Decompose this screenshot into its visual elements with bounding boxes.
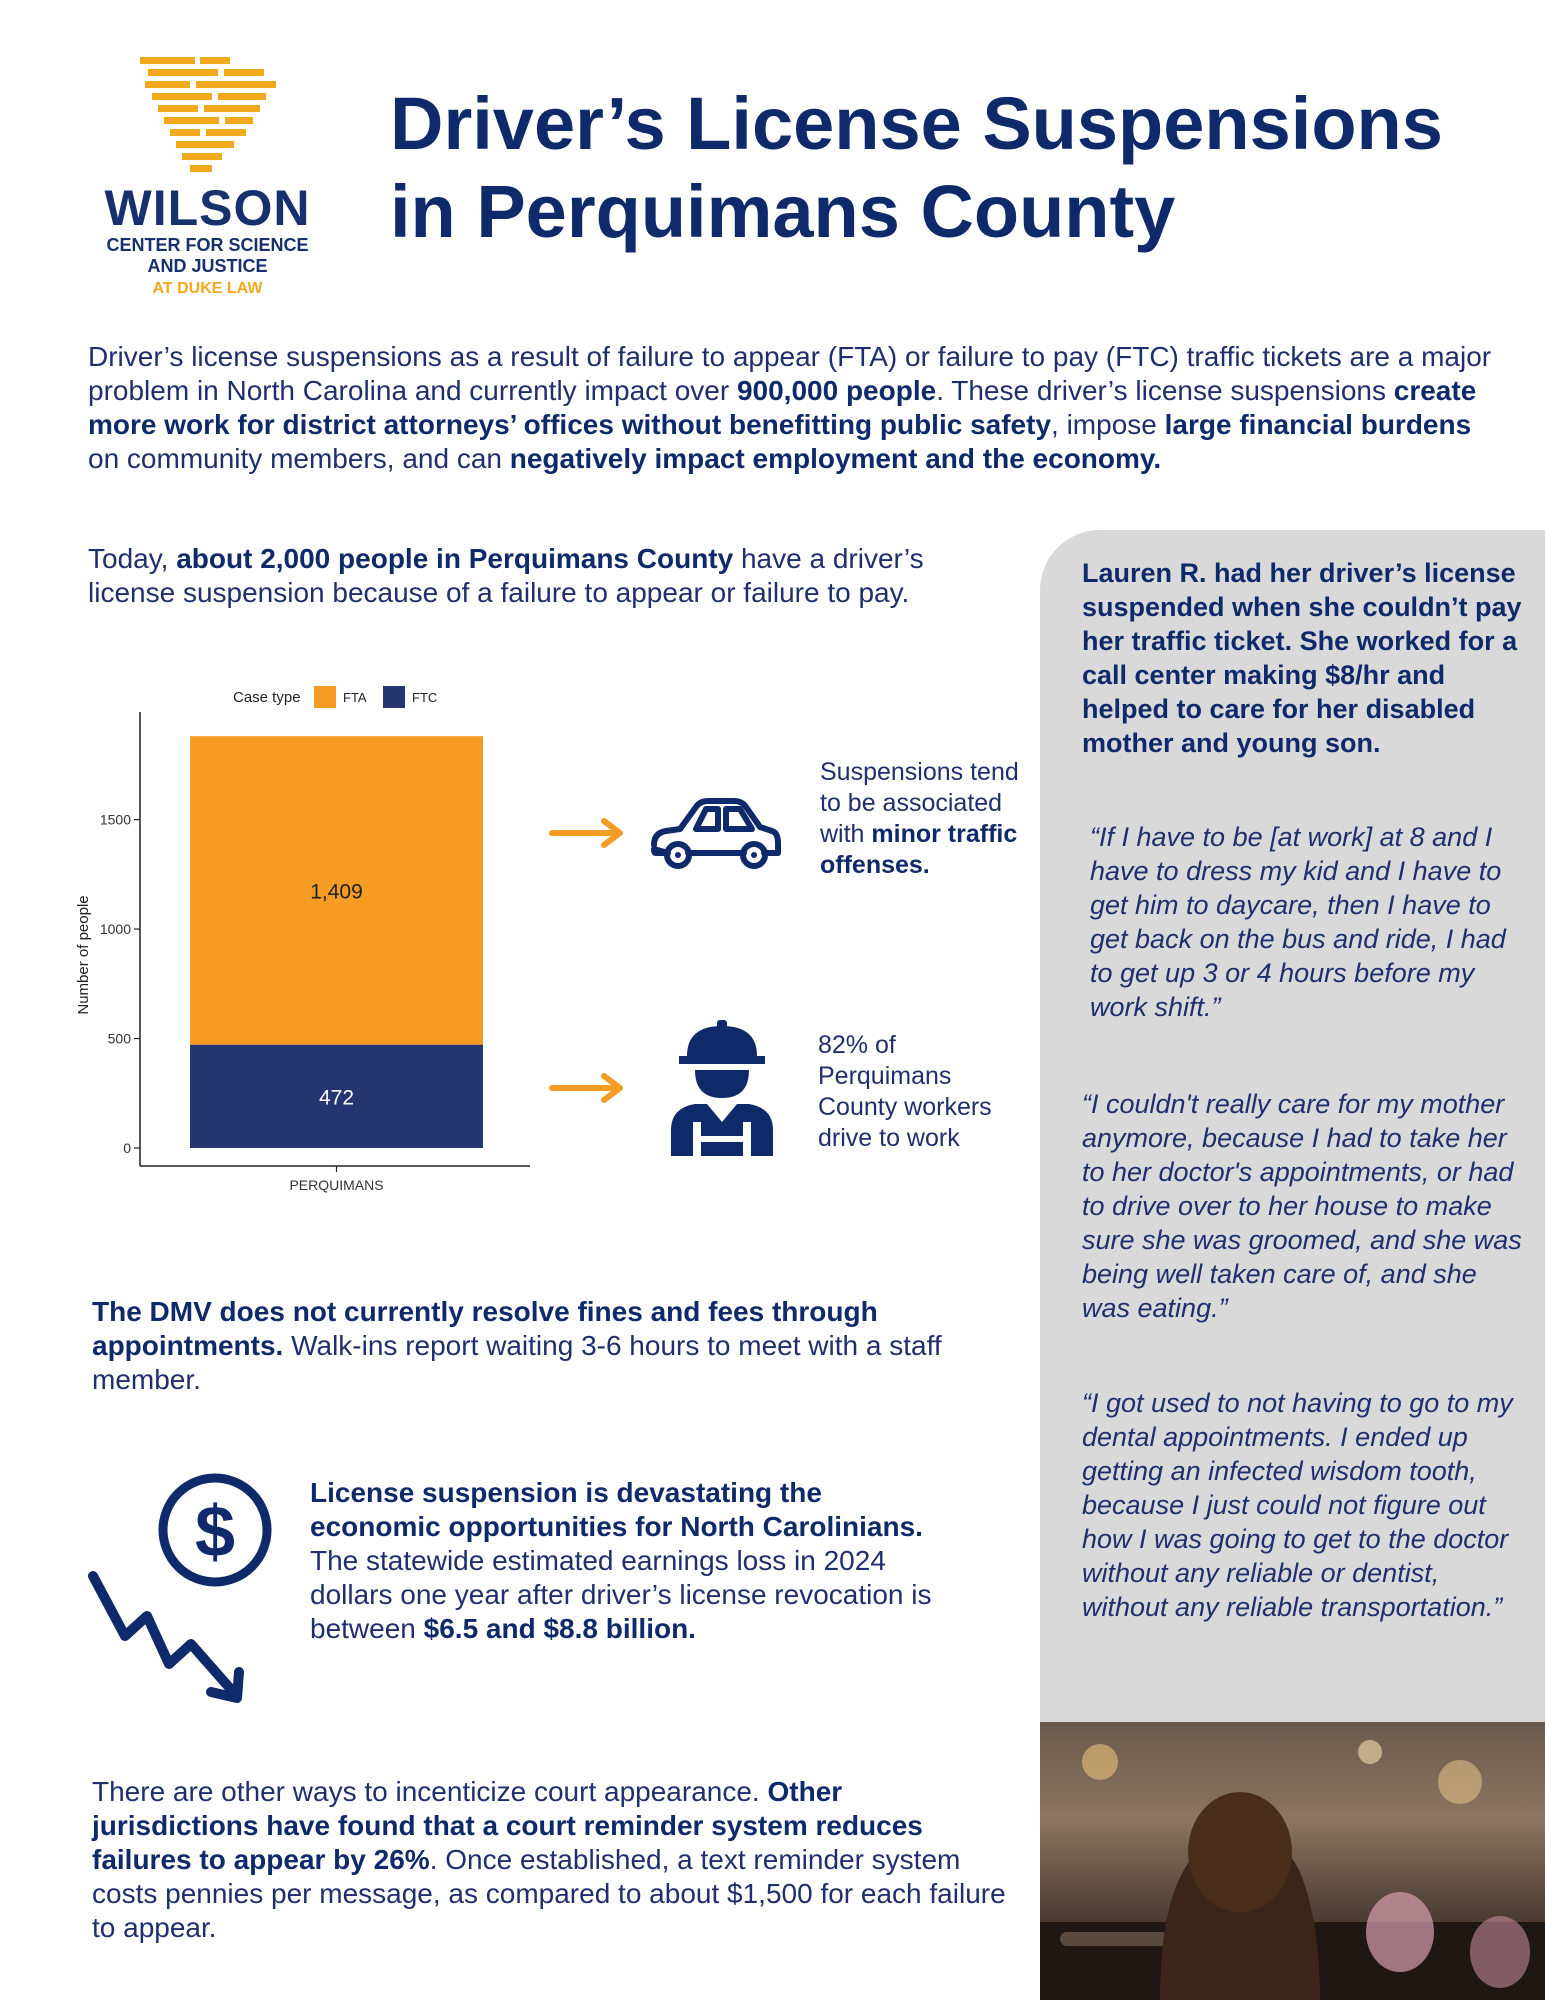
testimonial-quote-2: “I couldn't really care for my mother anymore, because I had to take her to her doctor's appointments, or had to drive over to her house to make sure she was groomed, and she was being well taken care of, and she was eating.” [1082, 1089, 1522, 1323]
intro-bold: negatively impact employment and the economy. [509, 443, 1162, 474]
legend-swatch-fta [314, 686, 336, 708]
today-text: have a driver’s license suspension because of a failure to appear or failure to pay. [88, 543, 924, 608]
data-label-ftc: 472 [318, 1086, 355, 1110]
econ-text: The statewide estimated earnings loss in 2024 dollars one year after driver’s license revocation is between [310, 1545, 932, 1644]
today-text: Today, [88, 543, 177, 574]
photo-illustration [1040, 1722, 1545, 2000]
intro-paragraph [88, 340, 1498, 476]
y-tick-label: 1000 [99, 921, 131, 938]
logo-line1: CENTER FOR SCIENCE [106, 235, 309, 255]
legend-swatch-ftc [383, 686, 405, 708]
car-callout [820, 757, 1020, 881]
y-axis-label: Number of people [75, 895, 92, 1015]
legend-title: Case type [233, 689, 301, 706]
other-text: There are other ways to incenticize court appearance. [92, 1776, 768, 1807]
y-tick-label: 1500 [99, 811, 131, 828]
wilson-logo [100, 55, 315, 305]
arrow-icon [548, 815, 633, 851]
logo-line3: AT DUKE LAW [152, 280, 263, 297]
svg-text:$: $ [194, 1492, 236, 1572]
legend-label-fta: FTA [343, 690, 367, 705]
other-text: . Once established, a text reminder system costs pennies per message, as compared to about $1,500 for each failure to appear. [92, 1844, 1006, 1943]
callout-bold: minor traffic offenses. [820, 820, 1018, 879]
y-tick-label: 0 [123, 1140, 131, 1156]
car-icon [648, 795, 783, 875]
dmv-bold: The DMV does not currently resolve fines and fees through appointments. [92, 1296, 878, 1361]
chart-bars [190, 736, 483, 1148]
worker-icon [665, 1018, 780, 1158]
bus-rider-photo [1040, 1722, 1545, 2000]
legend-label-ftc: FTC [412, 690, 438, 705]
econ-bold: License suspension is devastating the economic opportunities for North Carolinians. [310, 1477, 923, 1542]
intro-bold: large financial burdens [1164, 409, 1472, 440]
logo-subtitle [100, 235, 315, 277]
econ-bold: $6.5 and $8.8 billion. [423, 1613, 696, 1644]
x-tick-label: PERQUIMANS [289, 1177, 384, 1193]
dmv-paragraph [92, 1295, 952, 1397]
suspension-chart [60, 680, 540, 1200]
callout-text: Suspensions tend to be associated with [820, 758, 1019, 848]
title-line1: Driver’s License Suspensions [390, 82, 1443, 165]
worker-callout: 82% of Perquimans County workers drive to work [818, 1031, 992, 1152]
testimonial-heading: Lauren R. had her driver’s license suspended when she couldn’t pay her traffic ticket. She worked for a call center making $8/hr and helped to care for her disabled mother and young son. [1082, 558, 1522, 758]
today-bold: about 2,000 people in Perquimans County [176, 543, 734, 574]
y-tick-label: 500 [107, 1030, 131, 1047]
logo-mark-icon [140, 55, 280, 175]
other-bold: Other jurisdictions have found that a court reminder system reduces failures to appear by 26% [92, 1776, 923, 1875]
dollar-decline-icon [85, 1468, 295, 1708]
data-label-fta: 1,409 [310, 880, 363, 904]
page-title [390, 80, 1490, 256]
intro-bold: create more work for district attorneys’ offices without benefitting public safety [88, 375, 1477, 440]
intro-bold: 900,000 people [736, 375, 937, 406]
testimonial-quote-3: “I got used to not having to go to my dental appointments. I ended up getting an infected wisdom tooth, because I just could not figure out how I was going to get to the doctor without any reliable or dentist, without any reliable transportation.” [1082, 1388, 1513, 1622]
title-line2: in Perquimans County [390, 170, 1176, 253]
intro-text: , impose [1051, 409, 1165, 440]
arrow-icon [548, 1070, 633, 1106]
logo-line2: AND JUSTICE [147, 256, 268, 276]
economic-paragraph [310, 1476, 960, 1646]
today-paragraph [88, 542, 988, 610]
logo-name: WILSON [104, 180, 311, 236]
intro-text: on community members, and can [88, 443, 510, 474]
intro-text: Driver’s license suspensions as a result of failure to appear (FTA) or failure to pay (FTC) traffic tickets are a major problem in North Carolina and currently impact over [88, 341, 1492, 406]
reminder-paragraph [92, 1775, 1012, 1945]
dmv-text: Walk-ins report waiting 3-6 hours to meet with a staff member. [92, 1330, 942, 1395]
intro-text: . These driver’s license suspensions [936, 375, 1394, 406]
testimonial-quote-1: “If I have to be [at work] at 8 and I have to dress my kid and I have to get him to daycare, then I have to get back on the bus and ride, I had to get up 3 or 4 hours before my work shift.” [1090, 822, 1506, 1022]
